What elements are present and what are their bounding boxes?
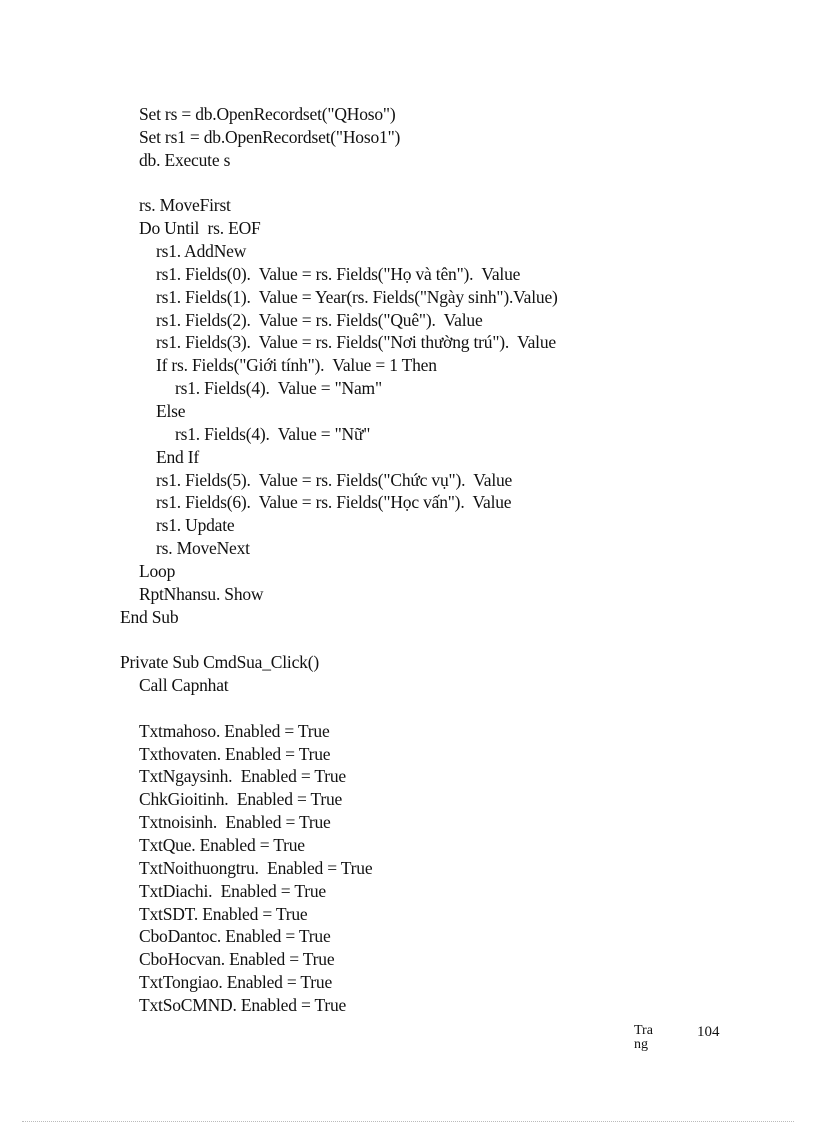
code-line: Txtnoisinh. Enabled = True	[139, 812, 331, 833]
code-line: CboDantoc. Enabled = True	[139, 926, 331, 947]
code-line: TxtNgaysinh. Enabled = True	[139, 766, 346, 787]
code-line: rs1. Fields(1). Value = Year(rs. Fields("Ngày sinh").Value)	[156, 286, 558, 307]
code-line: rs. MoveFirst	[139, 195, 231, 216]
code-line: rs1. Fields(5). Value = rs. Fields("Chức vụ"). Value	[156, 469, 513, 490]
page-footer-label: Trang	[634, 1024, 653, 1052]
code-line: Txthovaten. Enabled = True	[139, 743, 331, 764]
code-line: rs1. Fields(3). Value = rs. Fields("Nơi thường trú"). Value	[156, 332, 556, 353]
code-line: Call Capnhat	[139, 675, 229, 696]
code-listing	[120, 103, 740, 1017]
code-line: rs1. Fields(6). Value = rs. Fields("Học vấn"). Value	[156, 492, 512, 513]
code-line: rs1. Update	[156, 515, 235, 536]
code-line: db. Execute s	[139, 149, 231, 170]
code-line: Do Until rs. EOF	[139, 218, 261, 239]
code-line: TxtTongiao. Enabled = True	[139, 972, 333, 993]
code-line: rs1. Fields(4). Value = "Nam"	[175, 378, 382, 399]
code-line: Set rs = db.OpenRecordset("QHoso")	[139, 104, 396, 124]
code-line: End If	[156, 446, 200, 467]
code-line	[120, 172, 740, 195]
code-line: TxtQue. Enabled = True	[139, 835, 305, 855]
code-line: Else	[156, 400, 186, 421]
code-line: TxtDiachi. Enabled = True	[139, 880, 326, 901]
code-line	[120, 628, 740, 651]
code-line: Loop	[139, 560, 176, 581]
code-line: Txtmahoso. Enabled = True	[139, 720, 330, 741]
code-line: RptNhansu. Show	[139, 583, 264, 604]
page-number: 104	[697, 1024, 720, 1040]
code-line	[120, 697, 740, 720]
code-line: End Sub	[120, 606, 179, 627]
code-line: rs1. AddNew	[156, 241, 247, 262]
code-line: rs. MoveNext	[156, 538, 250, 559]
code-line: rs1. Fields(0). Value = rs. Fields("Họ và tên"). Value	[156, 263, 521, 284]
code-line: Private Sub CmdSua_Click()	[120, 652, 319, 673]
code-line: If rs. Fields("Giới tính"). Value = 1 Then	[156, 355, 437, 376]
code-line: TxtSDT. Enabled = True	[139, 903, 308, 924]
code-line: ChkGioitinh. Enabled = True	[139, 789, 343, 810]
page-bottom-divider	[22, 1121, 794, 1122]
code-line: TxtNoithuongtru. Enabled = True	[139, 857, 373, 878]
code-line: rs1. Fields(4). Value = "Nữ"	[175, 423, 371, 444]
code-line: rs1. Fields(2). Value = rs. Fields("Quê"). Value	[156, 309, 483, 330]
code-line: Set rs1 = db.OpenRecordset("Hoso1")	[139, 126, 401, 147]
code-line: TxtSoCMND. Enabled = True	[139, 994, 347, 1015]
code-line: CboHocvan. Enabled = True	[139, 949, 335, 970]
